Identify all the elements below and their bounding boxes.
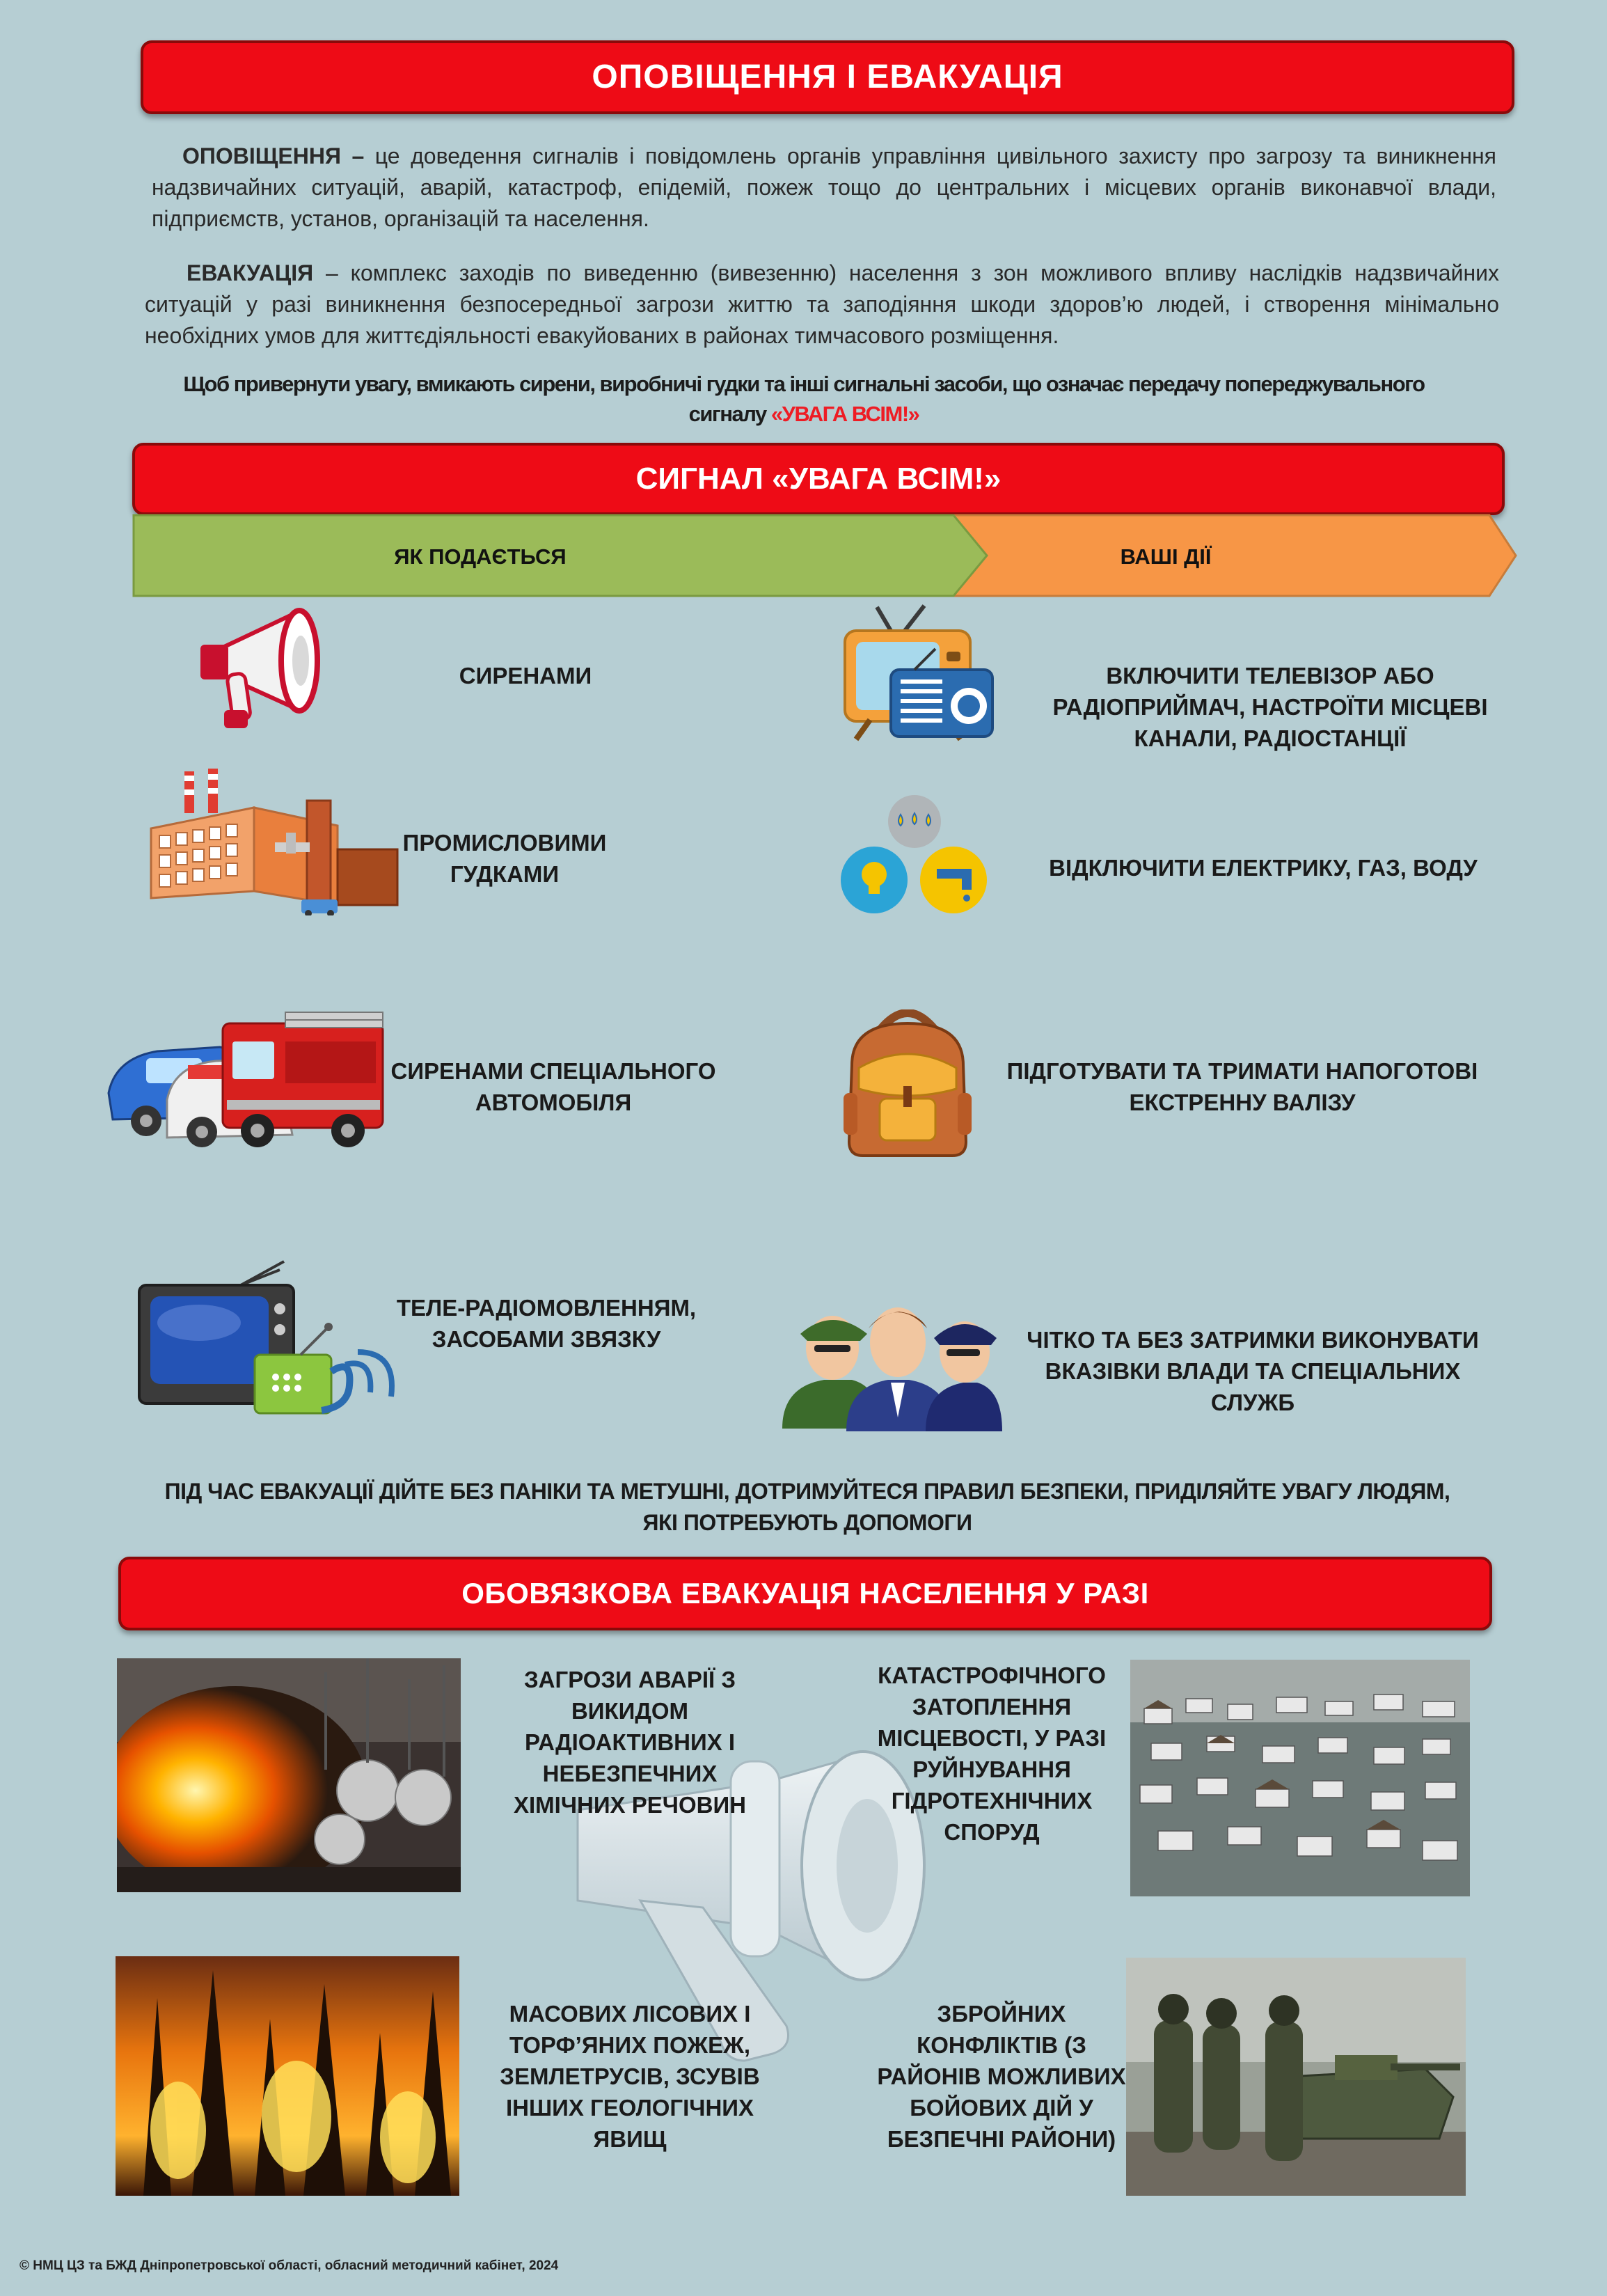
notice-text bbox=[111, 369, 1496, 429]
tv-antenna-icon bbox=[136, 1260, 401, 1420]
officials-icon bbox=[779, 1285, 1002, 1431]
evacuation-term: ЕВАКУАЦІЯ bbox=[187, 260, 314, 285]
warning-term: ОПОВІЩЕННЯ – bbox=[182, 143, 365, 168]
warning-definition bbox=[152, 141, 1496, 235]
how-header: ЯК ПОДАЄТЬСЯ bbox=[394, 544, 567, 569]
armed-conflict-photo bbox=[1126, 1958, 1466, 2196]
action-emergency-suitcase: ПІДГОТУВАТИ ТА ТРИМАТИ НАПОГОТОВІ ЕКСТРЕННУ ВАЛІЗУ bbox=[1006, 1058, 1478, 1115]
chemical-accident-photo bbox=[117, 1658, 461, 1892]
evacuation-definition bbox=[145, 258, 1499, 352]
tv-radio-icon bbox=[842, 603, 995, 742]
evacuation-note-line-1: ПІД ЧАС ЕВАКУАЦІЇ ДІЙТЕ БЕЗ ПАНІКИ ТА МЕТУШНІ, ДОТРИМУЙТЕСЯ ПРАВИЛ БЕЗПЕКИ, ПРИДІЛЯЙТЕ УВАГУ ЛЮДЯМ, bbox=[164, 1479, 1450, 1504]
forest-fire-photo bbox=[116, 1956, 459, 2196]
case-chemical-accident: ЗАГРОЗИ АВАРІЇ З ВИКИДОМ РАДІОАКТИВНИХ І НЕБЕЗПЕЧНИХ ХІМІЧНИХ РЕЧОВИН bbox=[513, 1667, 746, 1818]
signal-banner bbox=[132, 443, 1505, 515]
evacuation-note bbox=[118, 1476, 1496, 1539]
case-catastrophic-flood: КАТАСТРОФІЧНОГО ЗАТОПЛЕННЯ МІСЦЕВОСТІ, У РАЗІ РУЙНУВАННЯ ГІДРОТЕХНІЧНИХ СПОРУД bbox=[877, 1662, 1107, 1845]
case-armed-conflicts: ЗБРОЙНИХ КОНФЛІКТІВ (З РАЙОНІВ МОЖЛИВИХ БОЙОВИХ ДІЙ У БЕЗПЕЧНІ РАЙОНИ) bbox=[877, 2001, 1126, 2152]
warning-text: це доведення сигналів і повідомлень органів управління цивільного захисту про загрозу та виникнення надзвичайних ситуацій, аварій, катастроф, епідемій, пожеж тощо до центральних і місцевих органів виконавчої влади, підприємств, установ, організацій та населення. bbox=[152, 143, 1497, 231]
emergency-vehicles-icon bbox=[104, 1002, 390, 1149]
column-headers bbox=[132, 514, 1517, 599]
case-forest-fires: МАСОВИХ ЛІСОВИХ І ТОРФ’ЯНИХ ПОЖЕЖ, ЗЕМЛЕТРУСІВ, ЗСУВІВ ІНШИХ ГЕОЛОГІЧНИХ ЯВИЩ bbox=[500, 2001, 760, 2152]
action-turn-on-tv: ВКЛЮЧИТИ ТЕЛЕВІЗОР АБО РАДІОПРИЙМАЧ, НАСТРОЇТИ МІСЦЕВІ КАНАЛИ, РАДІОСТАНЦІЇ bbox=[1052, 663, 1488, 751]
flood-photo bbox=[1130, 1660, 1470, 1896]
how-item-special-vehicle: СИРЕНАМИ СПЕЦІАЛЬНОГО АВТОМОБІЛЯ bbox=[390, 1058, 716, 1115]
copyright-footer: © НМЦ ЦЗ та БЖД Дніпропетровської області, обласний методичний кабінет, 2024 bbox=[19, 2258, 559, 2273]
page-title: ОПОВІЩЕННЯ І ЕВАКУАЦІЯ bbox=[592, 58, 1063, 95]
signal-name: «УВАГА ВСІМ!» bbox=[770, 402, 919, 426]
action-follow-instructions: ЧІТКО ТА БЕЗ ЗАТРИМКИ ВИКОНУВАТИ ВКАЗІВКИ ВЛАДИ ТА СПЕЦІАЛЬНИХ СЛУЖБ bbox=[1027, 1327, 1479, 1415]
backpack-icon bbox=[838, 1009, 977, 1158]
factory-icon bbox=[150, 766, 400, 915]
how-item-industrial-horns: ПРОМИСЛОВИМИ ГУДКАМИ bbox=[402, 830, 607, 887]
signal-banner-title: СИГНАЛ «УВАГА ВСІМ!» bbox=[635, 462, 1002, 496]
action-turn-off-utilities: ВІДКЛЮЧИТИ ЕЛЕКТРИКУ, ГАЗ, ВОДУ bbox=[1049, 855, 1478, 881]
title-banner bbox=[141, 40, 1514, 114]
how-item-sirens: СИРЕНАМИ bbox=[459, 663, 592, 689]
actions-header: ВАШІ ДІЇ bbox=[1120, 544, 1212, 569]
mandatory-evacuation-banner bbox=[118, 1557, 1492, 1630]
notice-line-1: Щоб привернути увагу, вмикають сирени, виробничі гудки та інші сигнальні засоби, що означає передачу попереджувального bbox=[183, 372, 1425, 396]
notice-line-2-prefix: сигналу bbox=[688, 402, 771, 426]
mandatory-evacuation-title: ОБОВЯЗКОВА ЕВАКУАЦІЯ НАСЕЛЕННЯ У РАЗІ bbox=[461, 1577, 1149, 1610]
utilities-icon bbox=[835, 794, 995, 916]
how-item-tv-radio-broadcast: ТЕЛЕ-РАДІОМОВЛЕННЯМ, ЗАСОБАМИ ЗВЯЗКУ bbox=[396, 1295, 697, 1352]
megaphone-icon bbox=[195, 606, 327, 738]
evacuation-text: – комплекс заходів по виведенню (вивезенню) населення з зон можливого впливу наслідків надзвичайних ситуацій у разі виникнення безпосередньої загрози життю та заподіяння шкоди здоров’ю людей, і створення мінімально необхідних умов для життєдіяльності евакуйованих в районах тимчасового розміщення. bbox=[145, 260, 1499, 348]
evacuation-note-line-2: ЯКІ ПОТРЕБУЮТЬ ДОПОМОГИ bbox=[642, 1510, 972, 1535]
notice-line-2 bbox=[111, 399, 1496, 429]
